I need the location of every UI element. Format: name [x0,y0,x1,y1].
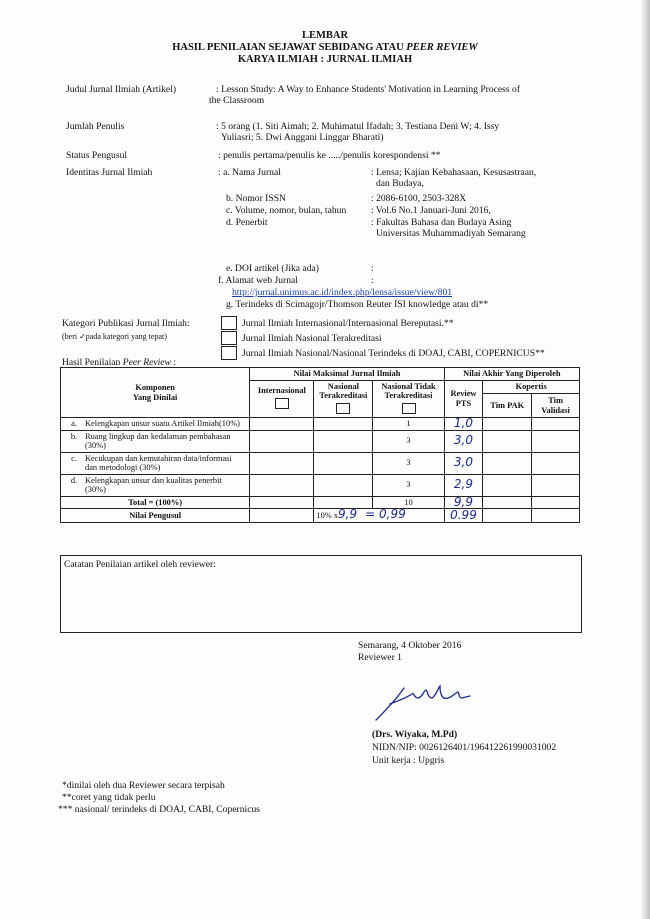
footnote-2: **coret yang tidak perlu [62,792,156,803]
footnote-1: *dinilai oleh dua Reviewer secara terpisah [62,780,225,791]
col-nasional-terakreditasi: Nasional Terakreditasi [314,380,373,418]
col-kopertis: Kopertis [483,380,580,394]
journal-url-link[interactable]: http://jurnal.unimus.ac.id/index.php/lensa/issue/view/801 [232,287,453,298]
row-score-handwritten: 2,9 [444,474,483,496]
total-max: 10 [373,496,444,509]
nasional-terakreditasi-checkbox[interactable] [336,403,350,414]
total-score-handwritten: 9,9 [444,496,483,509]
col-review-pts: Review PTS [444,380,483,418]
row-score-handwritten: 3,0 [444,430,483,452]
doi-label: e. DOI artikel (Jika ada) [226,263,319,274]
row-max: 3 [373,452,444,474]
footnote-3: *** nasional/ terindeks di DOAJ, CABI, Copernicus [58,804,260,815]
issn-label: b. Nomor ISSN [226,193,286,204]
nama-jurnal-value-cont: dan Budaya, [376,178,424,189]
jumlah-value-cont: Yuliasri; 5. Dwi Anggani Linggar Bharati) [221,132,384,143]
komponen-header: Komponen Yang Dinilai [61,368,250,418]
judul-value: : Lesson Study: A Way to Enhance Students' Motivation in Learning Process of [216,84,521,95]
kategori-label: Kategori Publikasi Jurnal Ilmiah: [62,318,190,329]
penerbit-value: : Fakultas Bahasa dan Budaya Asing [371,217,512,228]
terindeks-label: g. Terindeks di Scimagojr/Thomson Reuter ISI knowledge atau di** [226,299,489,310]
kategori-checkbox-internasional[interactable] [221,316,237,330]
row-max: 3 [373,430,444,452]
pengusul-label: Nilai Pengusul [61,509,250,523]
penerbit-value-cont: Universitas Muhammadiyah Semarang [376,228,526,239]
table-row [61,474,580,496]
internasional-checkbox[interactable] [275,398,289,409]
catatan-box[interactable] [60,555,582,633]
pengusul-score-handwritten: 0.99 [444,509,483,523]
col-internasional: Internasional [250,380,314,418]
reviewer-role: Reviewer 1 [358,652,402,663]
penerbit-label: d. Penerbit [226,217,268,228]
web-label: f. Alamat web Jurnal [218,275,298,286]
col-tim-validasi: Tim Validasi [532,394,580,418]
nama-jurnal-value: : Lensa; Kajian Kebahasaan, Kesusastraan, [371,167,537,178]
reviewer-name: (Drs. Wiyaka, M.Pd) [372,729,458,740]
judul-label: Judul Jurnal Ilmiah (Artikel) [66,84,177,95]
signature-image [370,676,480,726]
total-label: Total = (100%) [61,496,250,509]
col-tim-pak: Tim PAK [483,394,532,418]
row-label: a. Kelengkapan unsur suatu Artikel Ilmiah(10%) [61,418,250,431]
status-value: : penulis pertama/penulis ke ...../penulis korespondensi ** [218,150,441,161]
kategori-option-internasional: Jurnal Ilmiah Internasional/Internasional Bereputasi.** [242,318,454,329]
identitas-label: Identitas Jurnal Ilmiah [66,167,153,178]
table-row [61,418,580,431]
volume-value: : Vol.6 No.1 Januari-Juni 2016, [371,205,491,216]
reviewer-nidn: NIDN/NIP: 0026126401/196412261990031002 [372,742,557,753]
row-label: b. Ruang lingkup dan kedalaman pembahasan (30%) [61,430,250,452]
row-max: 3 [373,474,444,496]
row-score-handwritten: 3,0 [444,452,483,474]
scan-edge-shadow [640,0,650,919]
nilai-akhir-header: Nilai Akhir Yang Diperoleh [444,368,579,381]
web-value: : [371,275,374,286]
jumlah-label: Jumlah Penulis [66,121,125,132]
kategori-option-terakreditasi: Jurnal Ilmiah Nasional Terakreditasi [242,333,382,344]
nilai-maks-header: Nilai Maksimal Jurnal Ilmiah [250,368,444,381]
doc-title-lembar: LEMBAR [301,30,349,41]
total-row [61,496,580,509]
kategori-checkbox-terakreditasi[interactable] [221,331,237,345]
nama-jurnal-label: : a. Nama Jurnal [218,167,281,178]
place-date: Semarang, 4 Oktober 2016 [358,640,462,651]
kategori-note: (beri ✓pada kategori yang tepat) [62,332,167,341]
table-row [61,452,580,474]
col-nasional-tidak: Nasional Tidak Terakreditasi [373,380,444,418]
status-label: Status Pengusul [66,150,128,161]
doc-title-sub: KARYA ILMIAH : JURNAL ILMIAH [237,54,413,65]
volume-label: c. Volume, nomor, bulan, tahun [226,205,347,216]
pengusul-formula: 10% x9,9 = 0,99 [314,509,444,523]
hasil-penilaian-label: Hasil Penilaian Peer Review : [62,357,177,368]
row-score-handwritten: 1,0 [444,418,483,431]
doi-value: : [371,263,374,274]
table-row [61,430,580,452]
pengusul-row [61,509,580,523]
kategori-option-terindeks: Jurnal Ilmiah Nasional/Nasional Terindeks di DOAJ, CABI, COPERNICUS** [242,348,545,359]
catatan-label: Catatan Penilaian artikel oleh reviewer: [64,559,216,570]
reviewer-unit: Unit kerja : Upgris [372,755,445,766]
row-label: d. Kelengkapan unsur dan kualitas penerbit (30%) [61,474,250,496]
judul-value-cont: the Classroom [209,95,265,106]
row-label: c. Kecukupan dan kemutahiran data/informasi dan metodologi (30%) [61,452,250,474]
review-score-table [60,367,580,523]
doc-title-main: HASIL PENILAIAN SEJAWAT SEBIDANG ATAU PEER REVIEW [172,42,478,53]
row-max: 1 [373,418,444,431]
issn-value: : 2086-6100, 2503-328X [371,193,467,204]
kategori-checkbox-terindeks[interactable] [221,346,237,360]
nasional-tidak-checkbox[interactable] [402,403,416,414]
jumlah-value: : 5 orang (1. Siti Aimah; 2. Muhimatul Ifadah; 3. Testiana Deni W; 4. Issy [216,121,500,132]
